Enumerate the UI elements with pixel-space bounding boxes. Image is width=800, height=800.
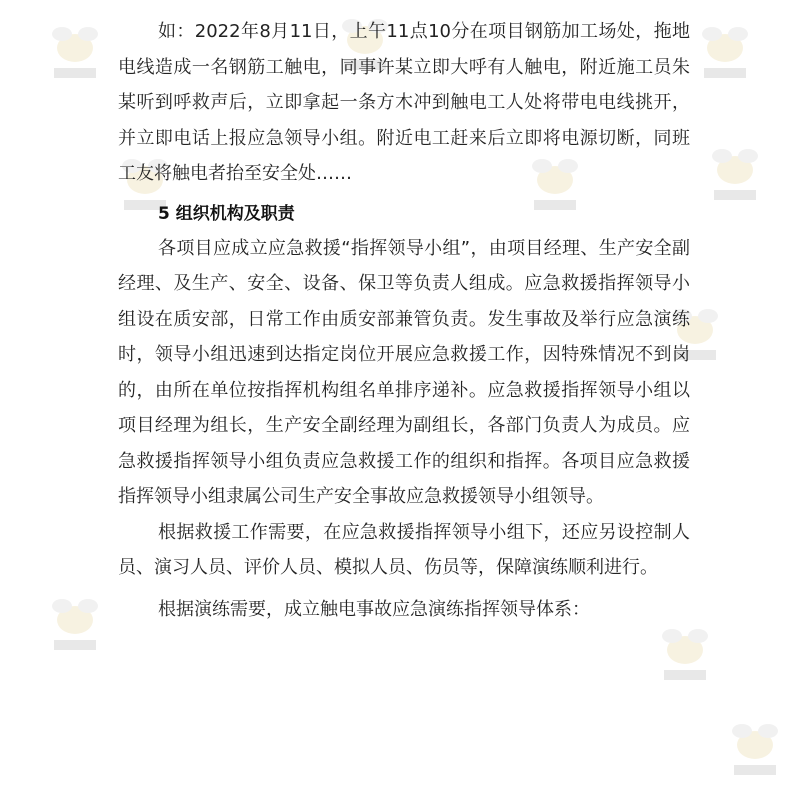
bee-logo-icon — [40, 18, 110, 88]
body-paragraph: 根据演练需要，成立触电事故应急演练指挥领导体系： — [158, 598, 590, 620]
section-heading: 5 组织机构及职责 — [158, 203, 295, 224]
bee-logo-icon — [690, 18, 760, 88]
body-paragraph: 各项目应成立应急救援“指挥领导小组”，由项目经理、生产安全副经理、及生产、安全、设备、保卫等负责人组成。应急救援指挥领导小组设在质安部，日常工作由质安部兼管负责。发生事故及举行应急演练时，领导小组迅速到达指定岗位开展应急救援工作，因特殊情况不到岗的，由所在单位按指挥机构组名单排序递补。应急救援指挥领导小组以项目经理为组长，生产安全副经理为副组长，各部门负责人为成员。应急救援指挥领导小组负责应急救援工作的组织和指挥。各项目应急救援指挥领导小组隶属公司生产安全事故应急救援领导小组领导。 — [118, 237, 690, 507]
bee-logo-icon — [40, 590, 110, 660]
bee-logo-icon — [650, 620, 720, 690]
intro-paragraph: 如：2022年8月11日，上午11点10分在项目钢筋加工场处，拖地电线造成一名钢筋工触电，同事许某立即大呼有人触电，附近施工员朱某听到呼救声后，立即拿起一条方木冲到触电工人处将带电电线挑开，并立即电话上报应急领导小组。附近电工赶来后立即将电源切断，同班工友将触电者抬至安全处…… — [118, 21, 690, 184]
document-page — [118, 14, 690, 627]
bee-logo-icon — [700, 140, 770, 210]
body-paragraph: 根据救援工作需要，在应急救援指挥领导小组下，还应另设控制人员、演习人员、评价人员、模拟人员、伤员等，保障演练顺利进行。 — [118, 521, 690, 578]
bee-logo-icon — [720, 715, 790, 785]
